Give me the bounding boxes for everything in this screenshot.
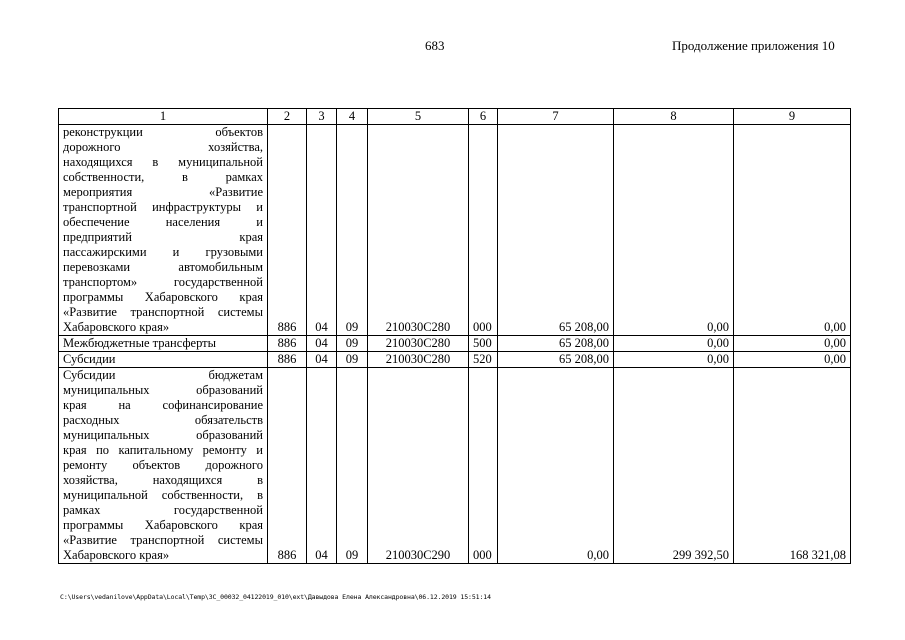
- cell-target-article: 210030С280: [368, 336, 469, 352]
- table-row: [59, 336, 851, 352]
- row-name-line: обеспечение населения и: [63, 215, 263, 229]
- cell-target-article: 210030С280: [368, 125, 469, 336]
- header-col-6: 6: [469, 109, 498, 125]
- cell-amount-2022: 0,00: [734, 125, 851, 336]
- row-name: [59, 125, 268, 336]
- cell-section: 04: [307, 336, 337, 352]
- page-number: 683: [425, 38, 445, 53]
- row-name-line: муниципальных образований: [63, 383, 263, 397]
- row-name-line: дорожного хозяйства,: [63, 140, 263, 154]
- cell-amount-2021: 0,00: [614, 336, 734, 352]
- cell-admin-code: 886: [268, 125, 307, 336]
- cell-amount-2021: 299 392,50: [614, 368, 734, 564]
- row-name-line: «Развитие транспортной системы: [63, 305, 263, 319]
- table-row: [59, 125, 851, 336]
- row-name: [59, 368, 268, 564]
- row-name-line: предприятий края: [63, 230, 263, 244]
- row-name-line: расходных обязательств: [63, 413, 263, 427]
- table-row: [59, 368, 851, 564]
- row-name-line: транспортом» государственной: [63, 275, 263, 289]
- cell-subsection: 09: [337, 336, 368, 352]
- cell-amount-2022: 0,00: [734, 352, 851, 368]
- cell-section: 04: [307, 352, 337, 368]
- row-name-line: транспортной инфраструктуры и: [63, 200, 263, 214]
- cell-subsection: 09: [337, 125, 368, 336]
- row-name-line: перевозками автомобильным: [63, 260, 263, 274]
- cell-target-article: 210030С290: [368, 368, 469, 564]
- row-name-line: реконструкции объектов: [63, 125, 263, 139]
- header-col-8: 8: [614, 109, 734, 125]
- cell-amount-2022: 0,00: [734, 336, 851, 352]
- cell-section: 04: [307, 125, 337, 336]
- cell-amount-2021: 0,00: [614, 352, 734, 368]
- row-name-line: края на софинансирование: [63, 398, 263, 412]
- cell-section: 04: [307, 368, 337, 564]
- continuation-title: Продолжение приложения 10: [672, 38, 835, 53]
- row-name-line: ремонту объектов дорожного: [63, 458, 263, 472]
- cell-expense-type: 000: [469, 125, 498, 336]
- table-row: [59, 352, 851, 368]
- header-col-5: 5: [368, 109, 469, 125]
- row-name-line: Субсидии бюджетам: [63, 368, 263, 382]
- file-path-footer: C:\Users\vedanilove\AppData\Local\Temp\3C_00032_04122019_010\ext\Давыдова Елена Александровна\06.12.2019 15:51:14: [60, 593, 491, 601]
- cell-expense-type: 520: [469, 352, 498, 368]
- cell-amount-2020: 65 208,00: [498, 352, 614, 368]
- row-name-line: пассажирскими и грузовыми: [63, 245, 263, 259]
- header-col-7: 7: [498, 109, 614, 125]
- header-col-9: 9: [734, 109, 851, 125]
- cell-admin-code: 886: [268, 336, 307, 352]
- row-name-line: рамках государственной: [63, 503, 263, 517]
- header-col-4: 4: [337, 109, 368, 125]
- row-name-line: собственности, в рамках: [63, 170, 263, 184]
- row-name-line: Хабаровского края»: [63, 548, 170, 562]
- cell-amount-2020: 0,00: [498, 368, 614, 564]
- cell-expense-type: 000: [469, 368, 498, 564]
- cell-amount-2020: 65 208,00: [498, 125, 614, 336]
- cell-amount-2020: 65 208,00: [498, 336, 614, 352]
- budget-table: [58, 108, 851, 564]
- cell-amount-2021: 0,00: [614, 125, 734, 336]
- header-row: [59, 109, 851, 125]
- row-name-line: программы Хабаровского края: [63, 518, 263, 532]
- header-col-3: 3: [307, 109, 337, 125]
- cell-admin-code: 886: [268, 352, 307, 368]
- cell-expense-type: 500: [469, 336, 498, 352]
- row-name-line: Хабаровского края»: [63, 320, 170, 334]
- row-name-line: муниципальных образований: [63, 428, 263, 442]
- row-name-line: мероприятия «Развитие: [63, 185, 263, 199]
- row-name-line: хозяйства, находящихся в: [63, 473, 263, 487]
- cell-subsection: 09: [337, 352, 368, 368]
- row-name-line: муниципальной собственности, в: [63, 488, 263, 502]
- row-name-line: Субсидии: [63, 352, 116, 366]
- row-name-line: Межбюджетные трансферты: [63, 336, 217, 350]
- cell-amount-2022: 168 321,08: [734, 368, 851, 564]
- row-name-line: программы Хабаровского края: [63, 290, 263, 304]
- cell-admin-code: 886: [268, 368, 307, 564]
- row-name-line: «Развитие транспортной системы: [63, 533, 263, 547]
- row-name: [59, 336, 268, 352]
- header-col-1: 1: [59, 109, 268, 125]
- header-col-2: 2: [268, 109, 307, 125]
- cell-subsection: 09: [337, 368, 368, 564]
- row-name: [59, 352, 268, 368]
- cell-target-article: 210030С280: [368, 352, 469, 368]
- row-name-line: края по капитальному ремонту и: [63, 443, 263, 457]
- row-name-line: находящихся в муниципальной: [63, 155, 263, 169]
